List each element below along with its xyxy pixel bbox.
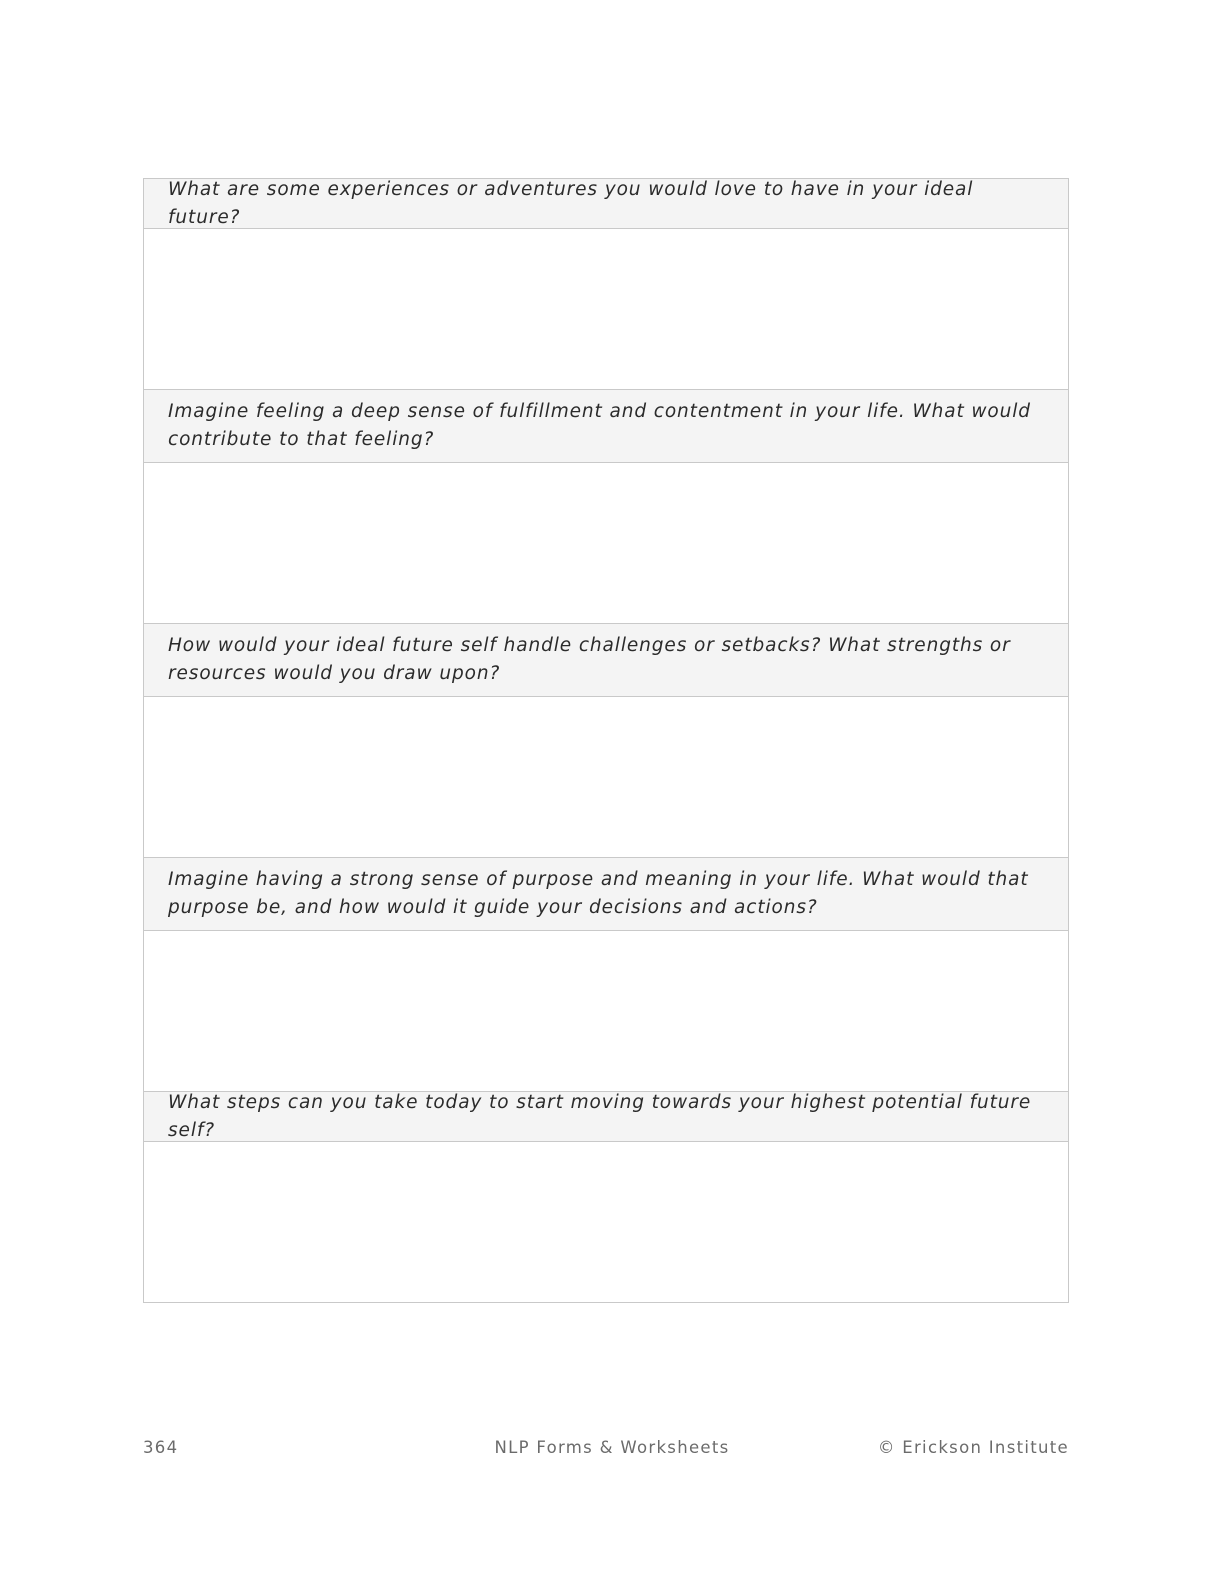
page-number: 364 (143, 1438, 179, 1457)
question-text: Imagine feeling a deep sense of fulfillment and contentment in your life. What would contribute to that feeling? (168, 401, 1031, 450)
question-prompt (144, 390, 1068, 463)
question-text: What steps can you take today to start moving towards your highest potential future self? (168, 1091, 1032, 1141)
answer-area[interactable] (144, 931, 1068, 1092)
book-title: NLP Forms & Worksheets (494, 1438, 730, 1457)
question-block (144, 1092, 1068, 1302)
worksheet-table (143, 178, 1069, 1303)
question-block (144, 390, 1068, 624)
question-prompt (144, 624, 1068, 697)
question-prompt (144, 179, 1068, 229)
copyright-notice: © Erickson Institute (877, 1438, 1069, 1457)
question-text: How would your ideal future self handle challenges or setbacks? What strengths or resources would you draw upon? (168, 635, 1011, 684)
answer-area[interactable] (144, 1142, 1068, 1302)
answer-area[interactable] (144, 229, 1068, 390)
question-prompt (144, 858, 1068, 931)
question-text: Imagine having a strong sense of purpose and meaning in your life. What would that purpose be, and how would it guide your decisions and actions? (168, 869, 1029, 918)
question-block (144, 179, 1068, 390)
question-block (144, 858, 1068, 1092)
question-prompt (144, 1092, 1068, 1142)
question-block (144, 624, 1068, 858)
answer-area[interactable] (144, 463, 1068, 624)
answer-area[interactable] (144, 697, 1068, 858)
question-text: What are some experiences or adventures you would love to have in your ideal future? (168, 178, 974, 228)
